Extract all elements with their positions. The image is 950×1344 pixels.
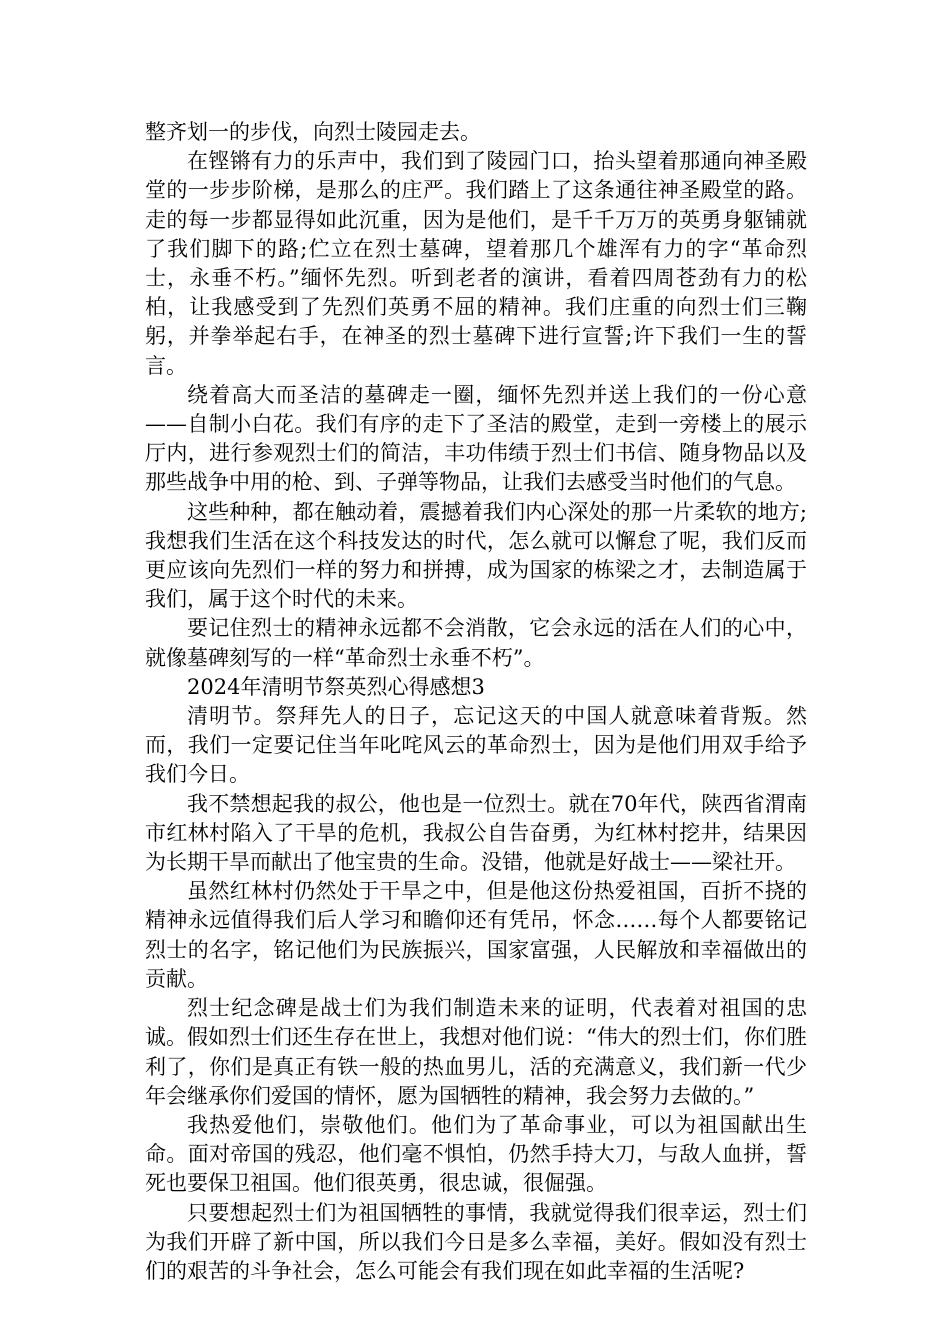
section-heading: 2024年清明节祭英烈心得感想3 — [187, 674, 485, 699]
paragraph-continuation: 整齐划一的步伐，向烈士陵园走去。 — [145, 120, 481, 144]
paragraph-love-respect: 我热爱他们，崇敬他们。他们为了革命事业，可以为祖国献出生命。面对帝国的残忍，他们毫不惧怕，仍然手持大刀，与敌人血拼，誓死也要保卫祖国。他们很英勇，很忠诚，很倔强。 — [145, 1112, 807, 1196]
document-page — [145, 118, 807, 1286]
paragraph-great-uncle: 我不禁想起我的叔公，他也是一位烈士。就在70年代，陕西省渭南市红林村陷入了干旱的危机，我叔公自告奋勇，为红林村挖井，结果因为长期干旱而献出了他宝贵的生命。没错，他就是好战士——梁社开。 — [145, 791, 807, 875]
paragraph-reflection: 这些种种，都在触动着，震撼着我们内心深处的那一片柔软的地方;我想我们生活在这个科技发达的时代，怎么就可以懈怠了呢，我们反而更应该向先烈们一样的努力和拼搏，成为国家的栋梁之才，去制造属于我们，属于这个时代的未来。 — [145, 499, 807, 612]
paragraph-fortunate: 只要想起烈士们为祖国牺牲的事情，我就觉得我们很幸运，烈士们为我们开辟了新中国，所以我们今日是多么幸福，美好。假如没有烈士们的艰苦的斗争社会，怎么可能会有我们现在如此幸福的生活呢? — [145, 1200, 807, 1283]
paragraph-cemetery-gate: 在铿锵有力的乐声中，我们到了陵园门口，抬头望着那通向神圣殿堂的一步步阶梯，是那么的庄严。我们踏上了这条通往神圣殿堂的路。走的每一步都显得如此沉重，因为是他们，是千千万万的英勇身躯铺就了我们脚下的路;伫立在烈士墓碑，望着那几个雄浑有力的字“革命烈士，永垂不朽。”缅怀先烈。听到老者的演讲，看着四周苍劲有力的松柏，让我感受到了先烈们英勇不屈的精神。我们庄重的向烈士们三鞠躬，并拳举起右手，在神圣的烈士墓碑下进行宣誓;许下我们一生的誓言。 — [145, 149, 807, 378]
paragraph-white-flowers: 绕着高大而圣洁的墓碑走一圈，缅怀先烈并送上我们的一份心意——自制小白花。我们有序的走下了圣洁的殿堂，走到一旁楼上的展示厅内，进行参观烈士们的简洁，丰功伟绩于烈士们书信、随身物品以及那些战争中用的枪、到、子弹等物品，让我们去感受当时他们的气息。 — [145, 382, 807, 495]
paragraph-monument: 烈士纪念碑是战士们为我们制造未来的证明，代表着对祖国的忠诚。假如烈士们还生存在世上，我想对他们说：“伟大的烈士们，你们胜利了，你们是真正有铁一般的热血男儿，活的充满意义，我们新一代少年会继承你们爱国的情怀，愿为国牺牲的精神，我会努力去做的。” — [145, 996, 807, 1108]
paragraph-spirit: 要记住烈士的精神永远都不会消散，它会永远的活在人们的心中，就像墓碑刻写的一样“革命烈士永垂不朽”。 — [145, 616, 807, 670]
paragraph-qingming: 清明节。祭拜先人的日子，忘记这天的中国人就意味着背叛。然而，我们一定要记住当年叱咤风云的革命烈士，因为是他们用双手给予我们今日。 — [145, 704, 807, 787]
paragraph-honglin-village: 虽然红林村仍然处于干旱之中，但是他这份热爱祖国，百折不挠的精神永远值得我们后人学习和瞻仰还有凭吊，怀念……每个人都要铭记烈士的名字，铭记他们为民族振兴，国家富强，人民解放和幸福做出的贡献。 — [145, 879, 807, 991]
